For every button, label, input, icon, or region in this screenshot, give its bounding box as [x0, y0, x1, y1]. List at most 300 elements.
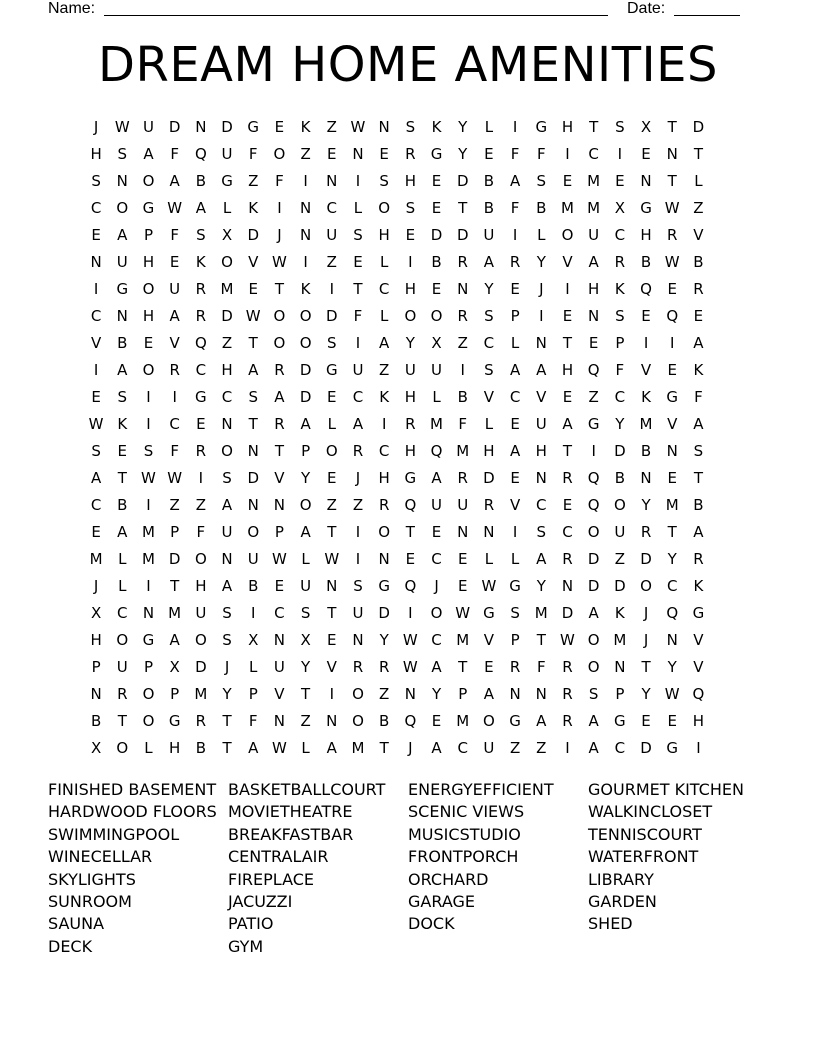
grid-letter[interactable]: Y [222, 685, 232, 703]
grid-letter[interactable]: U [221, 145, 233, 163]
grid-letter[interactable]: C [352, 388, 364, 406]
grid-letter[interactable]: R [457, 253, 468, 271]
grid-letter[interactable]: D [221, 307, 233, 325]
grid-letter[interactable]: J [355, 469, 361, 487]
grid-letter[interactable]: N [326, 577, 338, 595]
grid-letter[interactable]: A [562, 415, 573, 433]
grid-letter[interactable]: C [195, 361, 207, 379]
grid-letter[interactable]: V [667, 415, 678, 433]
grid-letter[interactable]: Q [194, 334, 207, 352]
grid-letter[interactable]: I [460, 361, 465, 379]
grid-letter[interactable]: H [535, 442, 547, 460]
grid-letter[interactable]: U [116, 253, 128, 271]
grid-letter[interactable]: I [93, 361, 99, 379]
grid-letter[interactable]: C [117, 604, 128, 622]
grid-letter[interactable]: I [408, 253, 413, 271]
grid-letter[interactable]: P [248, 685, 258, 703]
grid-letter[interactable]: F [248, 145, 258, 163]
grid-letter[interactable]: S [222, 469, 232, 487]
grid-letter[interactable]: P [274, 523, 284, 541]
grid-letter[interactable]: X [169, 658, 180, 676]
grid-letter[interactable]: K [614, 604, 625, 622]
grid-letter[interactable]: A [117, 523, 128, 541]
grid-letter[interactable]: U [247, 550, 259, 568]
grid-letter[interactable]: K [431, 118, 442, 136]
grid-letter[interactable]: E [405, 550, 416, 568]
grid-letter[interactable]: O [221, 442, 233, 460]
grid-letter[interactable]: C [378, 442, 390, 460]
grid-letter[interactable]: W [271, 739, 287, 757]
grid-letter[interactable]: C [90, 496, 102, 514]
grid-letter[interactable]: I [146, 415, 151, 433]
grid-letter[interactable]: H [483, 442, 495, 460]
grid-letter[interactable]: T [222, 712, 232, 730]
grid-letter[interactable]: O [587, 631, 600, 649]
grid-letter[interactable]: N [561, 577, 574, 595]
grid-letter[interactable]: E [91, 226, 101, 244]
grid-letter[interactable]: R [693, 550, 704, 568]
grid-letter[interactable]: G [195, 388, 207, 406]
grid-letter[interactable]: V [274, 685, 285, 703]
grid-letter[interactable]: P [143, 658, 153, 676]
grid-letter[interactable]: H [195, 577, 207, 595]
grid-letter[interactable]: G [404, 469, 417, 487]
grid-letter[interactable]: M [534, 604, 548, 622]
grid-letter[interactable]: D [430, 226, 443, 244]
grid-letter[interactable]: R [457, 469, 468, 487]
grid-letter[interactable]: S [536, 172, 547, 190]
grid-letter[interactable]: I [303, 253, 308, 271]
grid-letter[interactable]: T [327, 523, 337, 541]
grid-letter[interactable]: J [224, 658, 230, 676]
grid-letter[interactable]: C [483, 334, 495, 352]
grid-letter[interactable]: N [273, 631, 286, 649]
grid-letter[interactable]: Z [326, 253, 337, 271]
grid-letter[interactable]: Q [666, 604, 679, 622]
grid-letter[interactable]: F [170, 442, 179, 460]
grid-letter[interactable]: I [512, 118, 518, 136]
grid-letter[interactable]: M [587, 172, 601, 190]
grid-letter[interactable]: R [562, 550, 573, 568]
grid-letter[interactable]: E [641, 712, 651, 730]
grid-letter[interactable]: Q [404, 496, 417, 514]
grid-letter[interactable]: B [483, 199, 495, 217]
grid-letter[interactable]: T [248, 415, 258, 433]
grid-letter[interactable]: E [91, 388, 101, 406]
grid-letter[interactable]: R [378, 658, 390, 676]
grid-letter[interactable]: Q [430, 442, 443, 460]
grid-letter[interactable]: J [643, 604, 649, 622]
grid-letter[interactable]: S [484, 361, 494, 379]
grid-letter[interactable]: L [118, 550, 127, 568]
grid-letter[interactable]: M [168, 604, 182, 622]
grid-letter[interactable]: D [221, 118, 233, 136]
grid-letter[interactable]: W [271, 550, 287, 568]
grid-letter[interactable]: N [535, 685, 547, 703]
grid-letter[interactable]: N [116, 307, 128, 325]
grid-letter[interactable]: K [641, 388, 651, 406]
grid-letter[interactable]: C [90, 199, 102, 217]
grid-letter[interactable]: U [116, 658, 128, 676]
grid-letter[interactable]: J [643, 631, 649, 649]
grid-letter[interactable]: L [484, 550, 494, 568]
grid-letter[interactable]: Q [404, 577, 417, 595]
grid-letter[interactable]: E [562, 388, 573, 406]
grid-letter[interactable]: I [512, 226, 518, 244]
grid-letter[interactable]: H [561, 118, 574, 136]
grid-letter[interactable]: A [693, 334, 704, 352]
grid-letter[interactable]: N [326, 712, 338, 730]
grid-letter[interactable]: S [405, 199, 416, 217]
grid-letter[interactable]: U [352, 361, 364, 379]
grid-letter[interactable]: D [614, 577, 626, 595]
grid-letter[interactable]: I [172, 388, 177, 406]
grid-letter[interactable]: Y [484, 280, 494, 298]
grid-letter[interactable]: O [142, 361, 155, 379]
grid-letter[interactable]: K [693, 577, 704, 595]
grid-letter[interactable]: R [693, 280, 704, 298]
grid-letter[interactable]: B [536, 199, 547, 217]
grid-letter[interactable]: I [696, 739, 701, 757]
grid-letter[interactable]: O [299, 307, 312, 325]
grid-letter[interactable]: A [300, 415, 311, 433]
grid-letter[interactable]: C [666, 577, 678, 595]
grid-letter[interactable]: O [640, 577, 652, 595]
grid-letter[interactable]: C [274, 604, 285, 622]
grid-letter[interactable]: E [667, 712, 677, 730]
grid-letter[interactable]: Z [169, 496, 180, 514]
grid-letter[interactable]: I [617, 145, 623, 163]
grid-letter[interactable]: G [509, 577, 521, 595]
grid-letter[interactable]: U [221, 523, 233, 541]
grid-letter[interactable]: N [299, 226, 312, 244]
grid-letter[interactable]: F [458, 415, 468, 433]
grid-letter[interactable]: Y [301, 469, 311, 487]
grid-letter[interactable]: C [614, 388, 626, 406]
grid-letter[interactable]: Z [300, 712, 311, 730]
grid-letter[interactable]: J [408, 739, 413, 757]
grid-letter[interactable]: N [535, 334, 547, 352]
grid-letter[interactable]: G [221, 172, 233, 190]
grid-letter[interactable]: T [641, 658, 651, 676]
grid-letter[interactable]: M [456, 712, 470, 730]
grid-letter[interactable]: U [273, 658, 285, 676]
grid-letter[interactable]: Y [536, 577, 546, 595]
grid-letter[interactable]: R [562, 658, 573, 676]
grid-letter[interactable]: L [144, 739, 153, 757]
grid-letter[interactable]: S [196, 226, 206, 244]
grid-letter[interactable]: B [693, 496, 704, 514]
grid-letter[interactable]: S [588, 685, 599, 703]
grid-letter[interactable]: X [431, 334, 442, 352]
grid-letter[interactable]: H [404, 172, 416, 190]
grid-letter[interactable]: W [481, 577, 497, 595]
grid-letter[interactable]: D [195, 658, 207, 676]
grid-letter[interactable]: R [352, 442, 364, 460]
grid-letter[interactable]: J [434, 577, 439, 595]
grid-letter[interactable]: S [484, 307, 494, 325]
grid-letter[interactable]: W [141, 469, 156, 487]
grid-letter[interactable]: L [301, 550, 310, 568]
grid-letter[interactable]: V [169, 334, 180, 352]
grid-letter[interactable]: M [639, 415, 653, 433]
grid-letter[interactable]: P [510, 307, 520, 325]
grid-letter[interactable]: F [196, 523, 206, 541]
grid-letter[interactable]: H [90, 631, 102, 649]
grid-letter[interactable]: T [117, 469, 127, 487]
grid-letter[interactable]: R [562, 469, 573, 487]
grid-letter[interactable]: F [536, 145, 546, 163]
grid-letter[interactable]: A [509, 361, 521, 379]
grid-letter[interactable]: N [509, 685, 521, 703]
grid-letter[interactable]: A [143, 145, 154, 163]
grid-letter[interactable]: V [693, 226, 704, 244]
grid-letter[interactable]: M [587, 199, 601, 217]
grid-letter[interactable]: E [327, 631, 337, 649]
grid-letter[interactable]: R [195, 712, 207, 730]
grid-letter[interactable]: I [355, 523, 361, 541]
grid-letter[interactable]: O [352, 685, 364, 703]
grid-letter[interactable]: D [299, 361, 312, 379]
grid-letter[interactable]: I [355, 172, 361, 190]
grid-letter[interactable]: T [379, 739, 389, 757]
grid-letter[interactable]: C [378, 280, 390, 298]
grid-letter[interactable]: R [640, 523, 652, 541]
grid-letter[interactable]: I [303, 172, 308, 190]
grid-letter[interactable]: V [90, 334, 102, 352]
grid-letter[interactable]: Z [457, 334, 468, 352]
grid-letter[interactable]: T [667, 523, 677, 541]
grid-letter[interactable]: R [274, 415, 285, 433]
grid-letter[interactable]: V [509, 496, 521, 514]
grid-letter[interactable]: N [614, 658, 626, 676]
grid-letter[interactable]: A [326, 739, 337, 757]
grid-letter[interactable]: O [299, 496, 312, 514]
grid-letter[interactable]: Y [301, 658, 311, 676]
grid-letter[interactable]: S [143, 442, 154, 460]
grid-letter[interactable]: O [116, 739, 129, 757]
grid-letter[interactable]: E [667, 280, 677, 298]
grid-letter[interactable]: I [591, 442, 596, 460]
grid-letter[interactable]: V [693, 658, 704, 676]
grid-letter[interactable]: A [693, 523, 704, 541]
grid-letter[interactable]: M [665, 496, 679, 514]
grid-letter[interactable]: C [614, 226, 626, 244]
grid-letter[interactable]: S [222, 631, 232, 649]
grid-letter[interactable]: W [245, 307, 261, 325]
grid-letter[interactable]: J [277, 226, 282, 244]
grid-letter[interactable]: D [587, 577, 600, 595]
grid-letter[interactable]: O [221, 253, 233, 271]
grid-letter[interactable]: M [456, 631, 470, 649]
grid-letter[interactable]: E [457, 577, 468, 595]
grid-letter[interactable]: Y [405, 334, 415, 352]
grid-letter[interactable]: O [430, 307, 443, 325]
grid-letter[interactable]: E [431, 172, 442, 190]
grid-letter[interactable]: A [169, 631, 180, 649]
grid-letter[interactable]: G [142, 199, 155, 217]
grid-letter[interactable]: U [535, 415, 547, 433]
grid-letter[interactable]: A [117, 226, 128, 244]
grid-letter[interactable]: Z [379, 685, 390, 703]
grid-letter[interactable]: D [299, 388, 312, 406]
grid-letter[interactable]: X [248, 631, 259, 649]
grid-letter[interactable]: E [457, 550, 468, 568]
grid-letter[interactable]: H [90, 145, 102, 163]
grid-letter[interactable]: A [248, 361, 259, 379]
grid-letter[interactable]: Z [326, 496, 337, 514]
grid-letter[interactable]: A [693, 415, 704, 433]
grid-letter[interactable]: Z [588, 388, 599, 406]
grid-letter[interactable]: C [614, 739, 626, 757]
grid-letter[interactable]: K [300, 280, 311, 298]
grid-letter[interactable]: A [352, 415, 364, 433]
grid-letter[interactable]: I [408, 604, 413, 622]
grid-letter[interactable]: E [117, 442, 128, 460]
grid-letter[interactable]: S [353, 226, 363, 244]
grid-letter[interactable]: E [327, 388, 337, 406]
grid-letter[interactable]: H [692, 712, 705, 730]
grid-letter[interactable]: O [142, 280, 155, 298]
grid-letter[interactable]: F [694, 388, 703, 406]
grid-letter[interactable]: W [271, 253, 287, 271]
grid-letter[interactable]: F [353, 307, 363, 325]
grid-letter[interactable]: A [483, 685, 495, 703]
grid-letter[interactable]: N [378, 550, 390, 568]
grid-letter[interactable]: N [299, 199, 312, 217]
grid-letter[interactable]: I [146, 388, 151, 406]
grid-letter[interactable]: C [457, 739, 468, 757]
grid-letter[interactable]: T [117, 712, 127, 730]
grid-letter[interactable]: W [664, 253, 680, 271]
grid-letter[interactable]: H [640, 226, 652, 244]
grid-letter[interactable]: N [666, 631, 678, 649]
grid-letter[interactable]: A [300, 523, 311, 541]
grid-letter[interactable]: O [194, 550, 207, 568]
grid-letter[interactable]: H [404, 388, 416, 406]
grid-letter[interactable]: A [221, 496, 233, 514]
grid-letter[interactable]: E [510, 469, 520, 487]
grid-letter[interactable]: G [142, 631, 155, 649]
grid-letter[interactable]: U [404, 361, 416, 379]
grid-letter[interactable]: W [402, 658, 418, 676]
grid-letter[interactable]: N [666, 442, 678, 460]
grid-letter[interactable]: Z [195, 496, 206, 514]
grid-letter[interactable]: V [248, 253, 259, 271]
grid-letter[interactable]: Z [693, 199, 704, 217]
grid-letter[interactable]: A [169, 172, 180, 190]
grid-letter[interactable]: I [146, 577, 151, 595]
grid-letter[interactable]: V [693, 631, 704, 649]
grid-letter[interactable]: N [457, 523, 469, 541]
grid-letter[interactable]: I [643, 334, 649, 352]
grid-letter[interactable]: B [248, 577, 259, 595]
grid-letter[interactable]: D [247, 469, 259, 487]
grid-letter[interactable]: W [167, 199, 183, 217]
grid-letter[interactable]: V [274, 469, 285, 487]
grid-letter[interactable]: B [431, 253, 442, 271]
grid-letter[interactable]: L [249, 658, 258, 676]
grid-letter[interactable]: T [562, 442, 573, 460]
grid-letter[interactable]: F [170, 145, 179, 163]
grid-letter[interactable]: O [142, 172, 155, 190]
grid-letter[interactable]: T [536, 631, 546, 649]
grid-letter[interactable]: N [404, 685, 416, 703]
grid-letter[interactable]: H [404, 442, 416, 460]
grid-letter[interactable]: S [91, 442, 101, 460]
grid-letter[interactable]: E [641, 307, 651, 325]
grid-letter[interactable]: M [430, 415, 443, 433]
grid-letter[interactable]: V [326, 658, 337, 676]
grid-letter[interactable]: K [693, 361, 704, 379]
grid-letter[interactable]: W [324, 550, 340, 568]
grid-letter[interactable]: J [539, 280, 544, 298]
grid-letter[interactable]: L [327, 415, 336, 433]
grid-letter[interactable]: S [91, 172, 101, 190]
grid-letter[interactable]: V [483, 388, 495, 406]
grid-letter[interactable]: R [509, 253, 521, 271]
grid-letter[interactable]: V [483, 631, 495, 649]
grid-letter[interactable]: P [143, 226, 153, 244]
grid-letter[interactable]: D [640, 739, 652, 757]
date-blank-line[interactable] [674, 15, 740, 16]
grid-letter[interactable]: N [640, 469, 652, 487]
name-blank-line[interactable] [104, 15, 608, 16]
grid-letter[interactable]: S [536, 523, 547, 541]
grid-letter[interactable]: Q [587, 469, 600, 487]
grid-letter[interactable]: G [430, 145, 443, 163]
grid-letter[interactable]: N [535, 469, 547, 487]
grid-letter[interactable]: A [536, 712, 547, 730]
grid-letter[interactable]: T [589, 118, 599, 136]
grid-letter[interactable]: B [483, 172, 495, 190]
grid-letter[interactable]: D [378, 604, 390, 622]
grid-letter[interactable]: E [431, 523, 442, 541]
grid-letter[interactable]: G [325, 361, 338, 379]
grid-letter[interactable]: E [405, 226, 416, 244]
grid-letter[interactable]: W [560, 631, 575, 649]
grid-letter[interactable]: H [561, 361, 574, 379]
grid-letter[interactable]: E [562, 496, 573, 514]
grid-letter[interactable]: T [222, 739, 232, 757]
grid-letter[interactable]: Q [404, 712, 417, 730]
grid-letter[interactable]: R [667, 226, 678, 244]
grid-letter[interactable]: A [169, 307, 180, 325]
grid-letter[interactable]: B [195, 739, 206, 757]
grid-letter[interactable]: N [221, 550, 233, 568]
grid-letter[interactable]: I [565, 739, 570, 757]
grid-letter[interactable]: I [381, 415, 387, 433]
grid-letter[interactable]: F [248, 712, 258, 730]
grid-letter[interactable]: S [615, 118, 625, 136]
grid-letter[interactable]: T [327, 604, 337, 622]
grid-letter[interactable]: X [640, 118, 652, 136]
grid-letter[interactable]: F [536, 658, 546, 676]
grid-letter[interactable]: A [536, 550, 547, 568]
grid-letter[interactable]: Z [536, 739, 547, 757]
grid-letter[interactable]: I [565, 145, 570, 163]
grid-letter[interactable]: E [327, 469, 337, 487]
grid-letter[interactable]: C [169, 415, 180, 433]
grid-letter[interactable]: B [379, 712, 390, 730]
grid-letter[interactable]: I [355, 334, 361, 352]
grid-letter[interactable]: F [275, 172, 284, 190]
grid-letter[interactable]: X [300, 631, 311, 649]
grid-letter[interactable]: R [195, 280, 207, 298]
grid-letter[interactable]: L [484, 118, 494, 136]
grid-letter[interactable]: O [430, 604, 443, 622]
grid-letter[interactable]: V [640, 361, 652, 379]
